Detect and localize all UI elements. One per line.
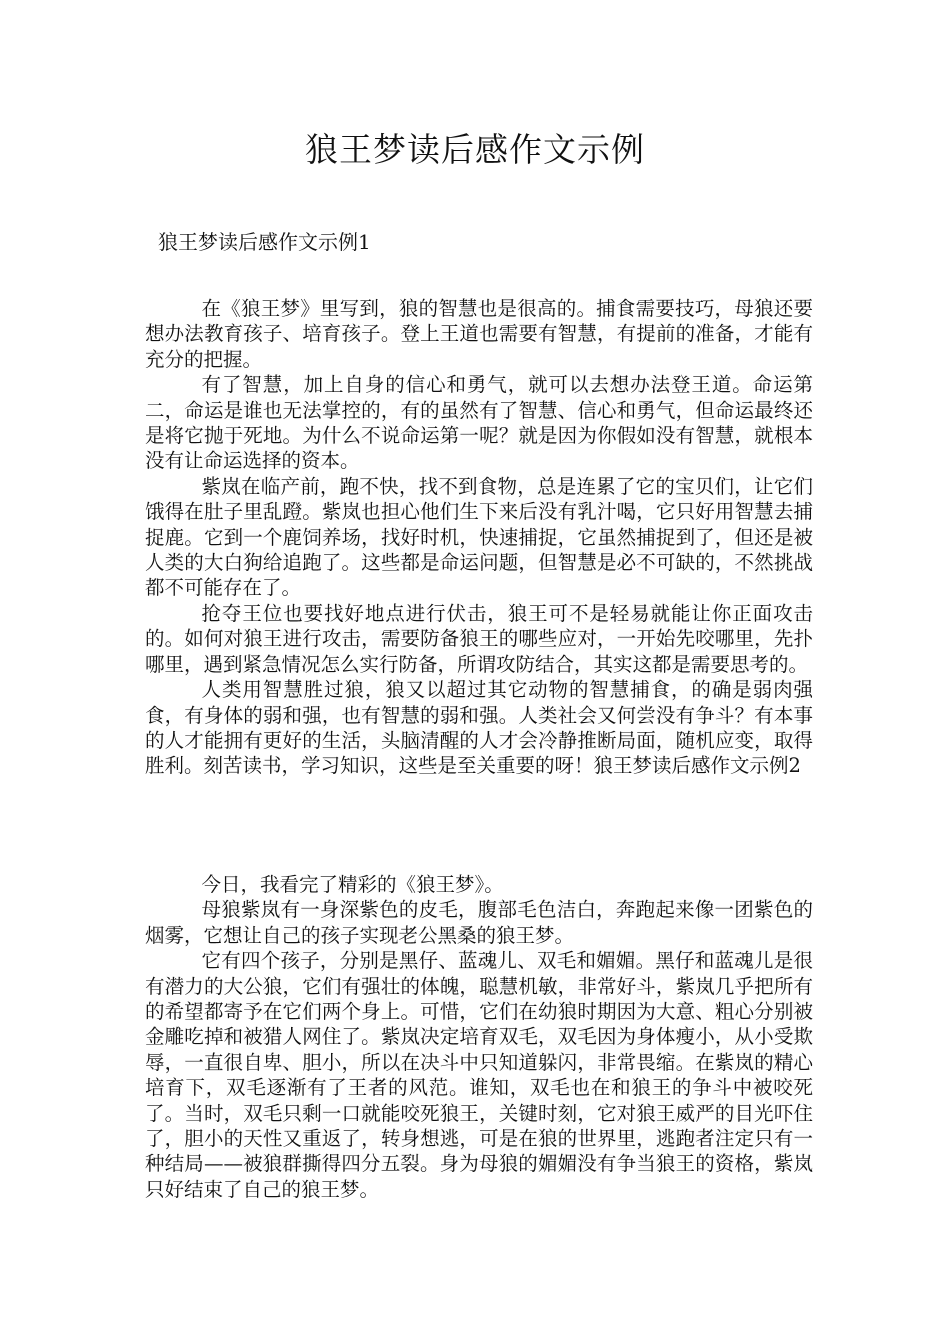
- paragraph: 紫岚在临产前，跑不快，找不到食物，总是连累了它的宝贝们，让它们饿得在肚子里乱蹬。紫岚也担心他们生下来后没有乳汁喝，它只好用智慧去捕捉鹿。它到一个鹿饲养场，找好时机，快速捕捉，它虽然捕捉到了，但还是被人类的大白狗给追跑了。这些都是命运问题，但智慧是必不可缺的，不然挑战都不可能存在了。: [145, 474, 813, 600]
- section-heading-1: 狼王梦读后感作文示例1: [158, 230, 371, 254]
- document-title: 狼王梦读后感作文示例: [305, 130, 645, 169]
- paragraph: 抢夺王位也要找好地点进行伏击，狼王可不是轻易就能让你正面攻击的。如何对狼王进行攻击，需要防备狼王的哪些应对，一开始先咬哪里，先扑哪里，遇到紧急情况怎么实行防备，所谓攻防结合，其实这都是需要思考的。: [145, 601, 813, 676]
- section-2-body: [145, 872, 813, 1202]
- section-1-body: [145, 296, 813, 779]
- paragraph: 人类用智慧胜过狼，狼又以超过其它动物的智慧捕食，的确是弱肉强食，有身体的弱和强，也有智慧的弱和强。人类社会又何尝没有争斗？有本事的人才能拥有更好的生活，头脑清醒的人才会冷静推断局面，随机应变，取得胜利。刻苦读书，学习知识，这些是至关重要的呀！狼王梦读后感作文示例2: [145, 678, 813, 778]
- paragraph: 在《狼王梦》里写到，狼的智慧也是很高的。捕食需要技巧，母狼还要想办法教育孩子、培育孩子。登上王道也需要有智慧，有提前的准备，才能有充分的把握。: [145, 297, 813, 371]
- paragraph: 它有四个孩子，分别是黑仔、蓝魂儿、双毛和媚媚。黑仔和蓝魂儿是很有潜力的大公狼，它们有强壮的体魄，聪慧机敏，非常好斗，紫岚几乎把所有的希望都寄予在它们两个身上。可惜，它们在幼狼时期因为大意、粗心分别被金雕吃掉和被猎人网住了。紫岚决定培育双毛，双毛因为身体瘦小，从小受欺辱，一直很自卑、胆小，所以在决斗中只知道躲闪，非常畏缩。在紫岚的精心培育下，双毛逐渐有了王者的风范。谁知，双毛也在和狼王的争斗中被咬死了。当时，双毛只剩一口就能咬死狼王，关键时刻，它对狼王威严的目光吓住了，胆小的天性又重返了，转身想逃，可是在狼的世界里，逃跑者注定只有一种结局——被狼群撕得四分五裂。身为母狼的媚媚没有争当狼王的资格，紫岚只好结束了自己的狼王梦。: [145, 949, 813, 1201]
- paragraph: 今日，我看完了精彩的《狼王梦》。: [201, 873, 504, 896]
- paragraph: 母狼紫岚有一身深紫色的皮毛，腹部毛色洁白，奔跑起来像一团紫色的烟雾，它想让自己的孩子实现老公黑桑的狼王梦。: [145, 898, 813, 947]
- paragraph: 有了智慧，加上自身的信心和勇气，就可以去想办法登王道。命运第二，命运是谁也无法掌控的，有的虽然有了智慧、信心和勇气，但命运最终还是将它抛于死地。为什么不说命运第一呢？就是因为你假如没有智慧，就根本没有让命运选择的资本。: [145, 373, 813, 473]
